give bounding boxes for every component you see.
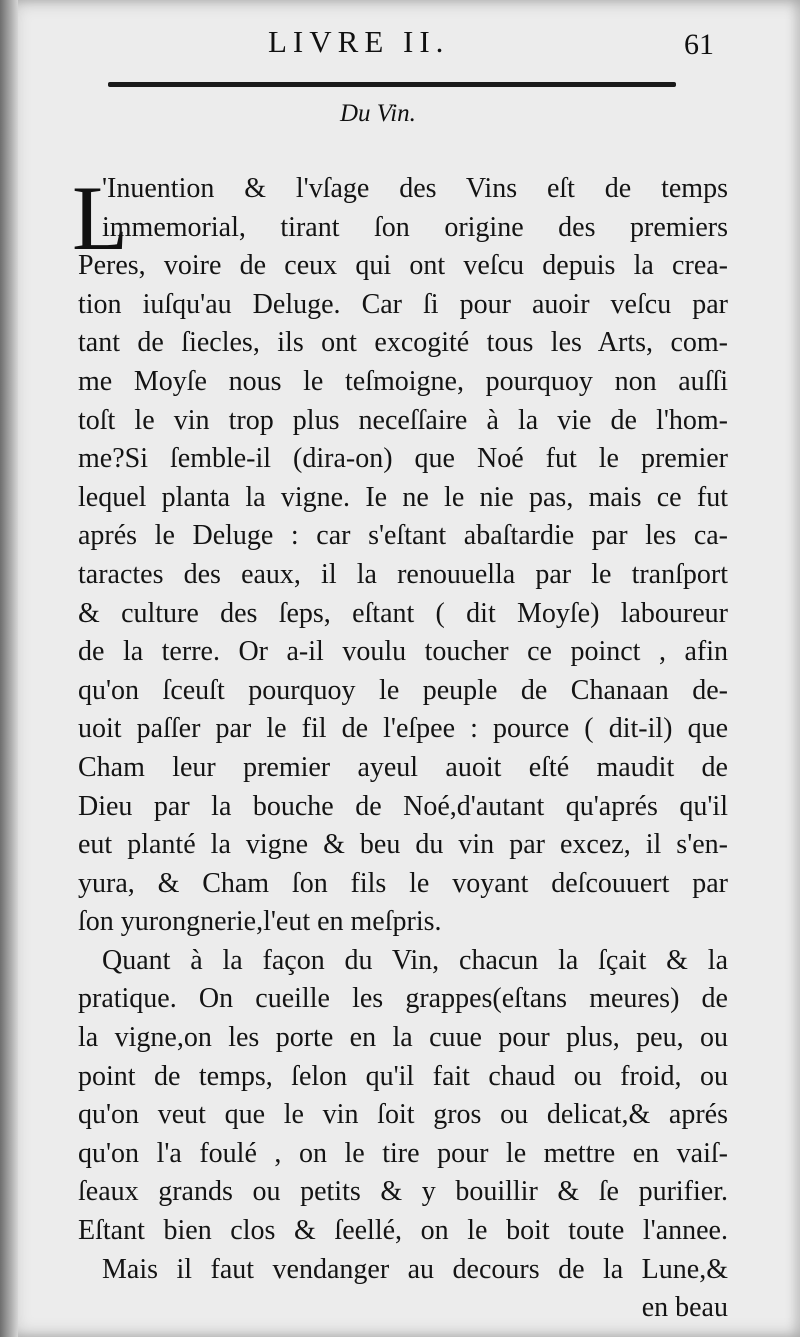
text-line: la vigne,on les porte en la cuue pour plus, peu, ou	[78, 1022, 728, 1054]
text-line: qu'on ſceuſt pourquoy le peuple de Chanaan de-	[78, 674, 728, 706]
text-line: & culture des ſeps, eſtant ( dit Moyſe) laboureur	[78, 597, 728, 629]
text-line: qu'on veut que le vin ſoit gros ou delicat,& aprés	[78, 1099, 728, 1131]
text-line: toſt le vin trop plus neceſſaire à la vie de l'hom-	[78, 404, 728, 436]
header-rule	[108, 82, 676, 87]
page-gutter-shadow	[0, 0, 18, 1337]
text-line: de la terre. Or a-il voulu toucher ce poinct , afin	[78, 636, 728, 668]
text-line: taractes des eaux, il la renouuella par le tranſport	[78, 558, 728, 590]
text-line: Peres, voire de ceux qui ont veſcu depuis la crea-	[78, 250, 728, 282]
text-line: ſon yurongnerie,l'eut en meſpris.	[78, 906, 442, 938]
text-line: ſeaux grands ou petits & y bouillir & ſe purifier.	[78, 1176, 728, 1208]
text-line: yura, & Cham ſon fils le voyant deſcouuert par	[78, 867, 728, 899]
page-number: 61	[684, 28, 714, 61]
text-line: Eſtant bien clos & ſeellé, on le boit toute l'annee.	[78, 1215, 728, 1247]
text-line: uoit paſſer par le fil de l'eſpee : pource ( dit-il) que	[78, 713, 728, 745]
text-line: qu'on l'a foulé , on le tire pour le mettre en vaiſ-	[78, 1137, 728, 1169]
text-line: Quant à la façon du Vin, chacun la ſçait & la	[102, 944, 728, 976]
section-title: Du Vin.	[340, 100, 416, 127]
text-line: me?Si ſemble-il (dira-on) que Noé fut le premier	[78, 443, 728, 475]
text-line: tant de ſiecles, ils ont excogité tous les Arts, com-	[78, 327, 728, 359]
text-line: tion iuſqu'au Deluge. Car ſi pour auoir veſcu par	[78, 288, 728, 320]
text-line: lequel planta la vigne. Ie ne le nie pas, mais ce fut	[78, 481, 728, 513]
running-title: LIVRE II.	[268, 24, 450, 59]
drop-cap-initial: L	[72, 167, 129, 269]
page-header	[0, 24, 800, 64]
text-line: pratique. On cueille les grappes(eſtans meures) de	[78, 983, 728, 1015]
text-line: 'Inuention & l'vſage des Vins eſt de temps	[102, 173, 728, 204]
text-line: Cham leur premier ayeul auoit eſté maudit de	[78, 751, 728, 783]
text-line: eut planté la vigne & beu du vin par excez, il s'en-	[78, 829, 728, 861]
text-line: Dieu par la bouche de Noé,d'autant qu'aprés qu'il	[78, 790, 728, 822]
catchword: en beau	[641, 1292, 728, 1324]
text-line: immemorial, tirant ſon origine des premiers	[102, 211, 728, 243]
body-text	[78, 170, 728, 1328]
text-line: aprés le Deluge : car s'eſtant abaſtardie par les ca-	[78, 520, 728, 552]
text-line: Mais il faut vendanger au decours de la Lune,&	[102, 1253, 728, 1285]
text-line: me Moyſe nous le teſmoigne, pourquoy non auſſi	[78, 365, 728, 397]
text-line: point de temps, ſelon qu'il fait chaud ou froid, ou	[78, 1060, 728, 1092]
